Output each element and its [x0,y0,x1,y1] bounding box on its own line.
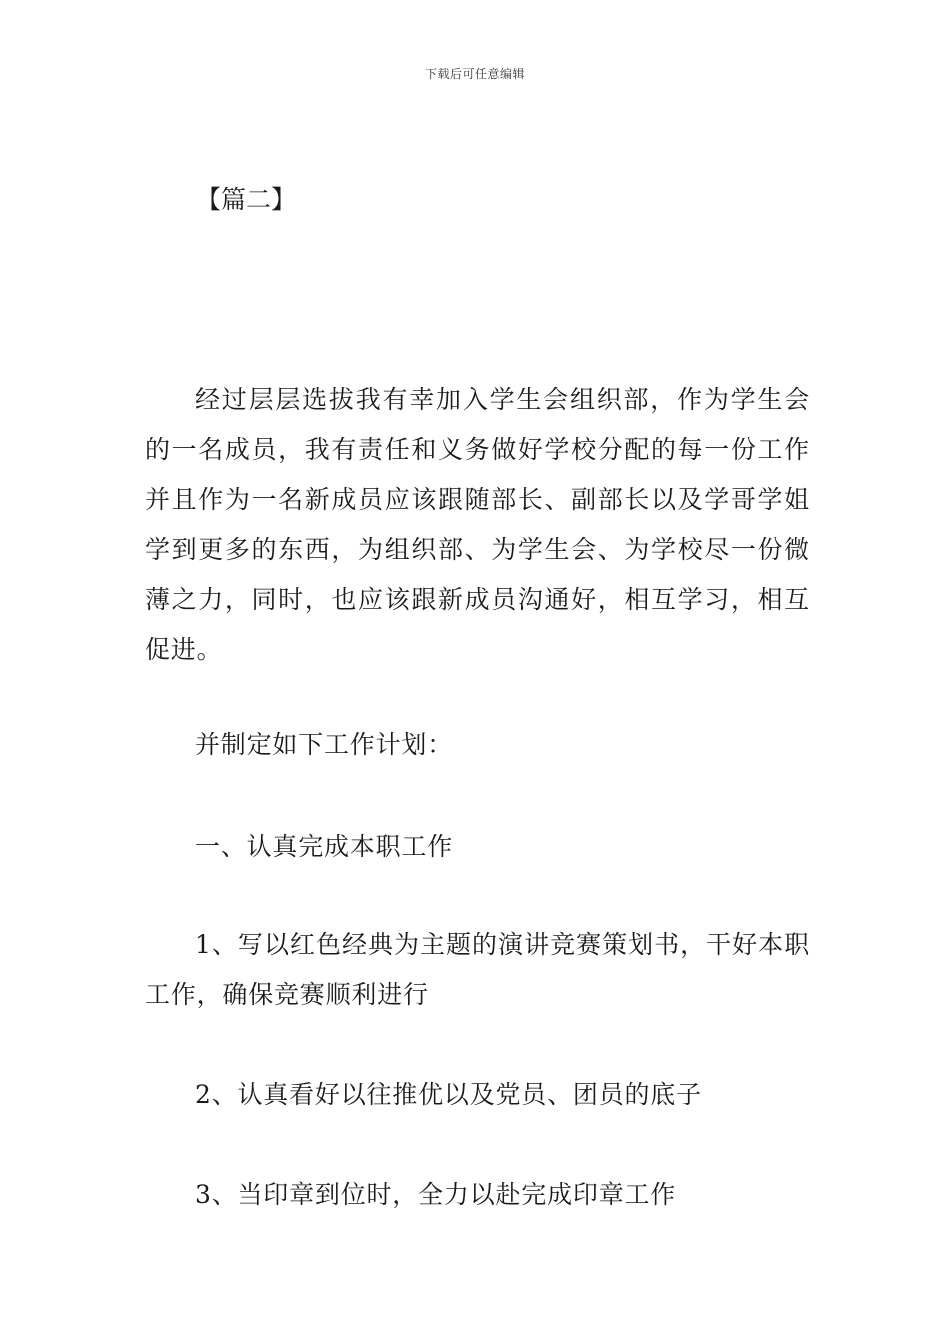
intro-paragraph [145,375,810,675]
item-2-paragraph [145,1070,810,1120]
section-title: 【篇二】 [196,185,297,214]
heading-1-paragraph [145,822,810,872]
item-3-text: 3、当印章到位时，全力以赴完成印章工作 [195,1180,677,1209]
item-1-paragraph [145,920,810,1020]
plan-intro-text: 并制定如下工作计划： [195,730,454,759]
item-2-text: 2、认真看好以往推优以及党员、团员的底子 [195,1080,702,1109]
plan-intro-paragraph [145,720,810,770]
intro-text: 经过层层选拔我有幸加入学生会组织部，作为学生会的一名成员，我有责任和义务做好学校分配的每一份工作并且作为一名新成员应该跟随部长、副部长以及学哥学姐学到更多的东西，为组织部、为学生会、为学校尽一份微薄之力，同时，也应该跟新成员沟通好，相互学习，相互促进。 [145,385,810,664]
item-1-text: 1、写以红色经典为主题的演讲竞赛策划书，干好本职工作，确保竞赛顺利进行 [145,930,810,1009]
header-note: 下载后可任意编辑 [424,67,525,81]
heading-1-text: 一、认真完成本职工作 [195,832,454,861]
item-3-paragraph [145,1170,810,1220]
